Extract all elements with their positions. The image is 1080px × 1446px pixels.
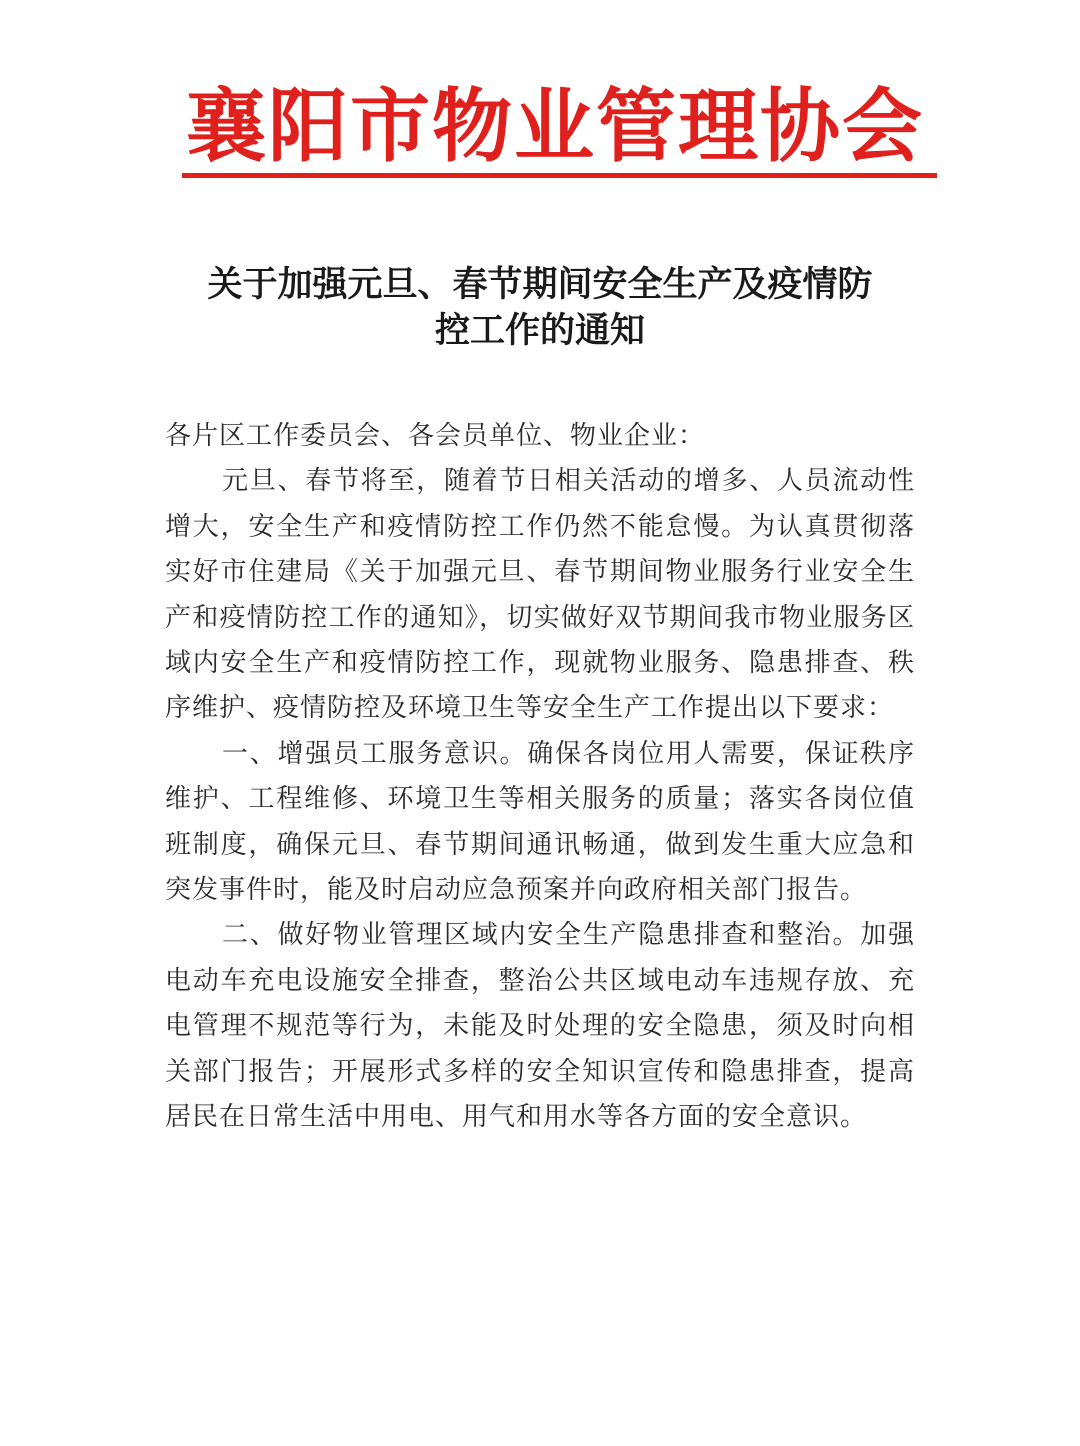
notice-title xyxy=(150,262,930,354)
notice-paragraph-2: 二、做好物业管理区域内安全生产隐患排查和整治。加强电动车充电设施安全排查，整治公共区域电动车违规存放、充电管理不规范等行为，未能及时处理的安全隐患，须及时向相关部门报告；开展形式多样的安全知识宣传和隐患排查，提高居民在日常生活中用电、用气和用水等各方面的安全意识。 xyxy=(165,920,915,1133)
notice-title-line1: 关于加强元旦、春节期间安全生产及疫情防 xyxy=(207,265,873,305)
masthead-org-name: 襄阳市物业管理协会 xyxy=(186,80,924,173)
notice-salutation: 各片区工作委员会、各会员单位、物业企业： xyxy=(165,421,706,451)
notice-paragraph-intro: 元旦、春节将至，随着节日相关活动的增多、人员流动性增大，安全生产和疫情防控工作仍然不能怠慢。为认真贯彻落实好市住建局《关于加强元旦、春节期间物业服务行业安全生产和疫情防控工作的通知》，切实做好双节期间我市物业服务区域内安全生产和疫情防控工作，现就物业服务、隐患排查、秩序维护、疫情防控及环境卫生等安全生产工作提出以下要求： xyxy=(165,466,915,724)
notice-title-line2: 控工作的通知 xyxy=(434,311,645,351)
notice-paragraph-1: 一、增强员工服务意识。确保各岗位用人需要，保证秩序维护、工程维修、环境卫生等相关服务的质量；落实各岗位值班制度，确保元旦、春节期间通讯畅通，做到发生重大应急和突发事件时，能及时启动应急预案并向政府相关部门报告。 xyxy=(165,738,915,906)
masthead-red-rule xyxy=(182,173,937,178)
notice-body xyxy=(165,414,915,1141)
